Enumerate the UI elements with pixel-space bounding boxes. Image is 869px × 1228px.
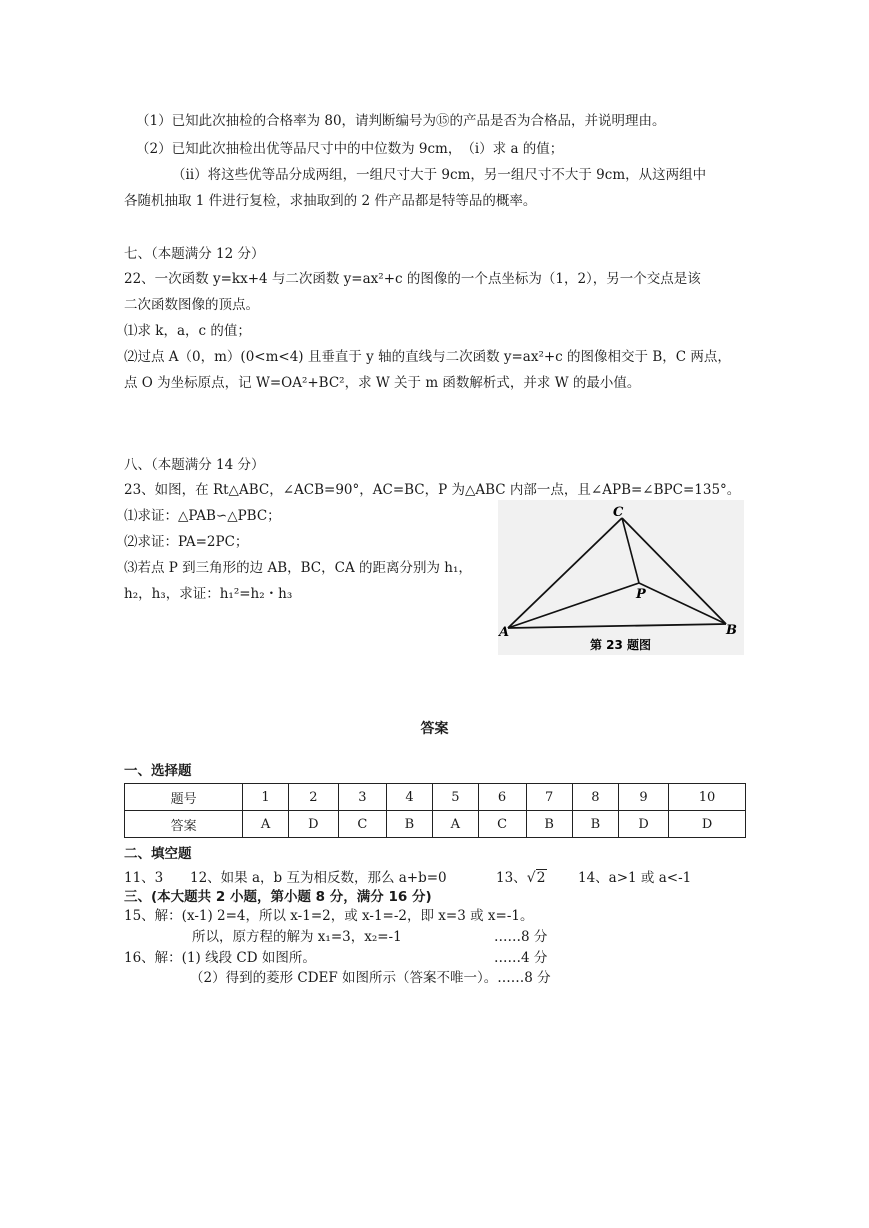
table-cell: 2 bbox=[288, 784, 338, 811]
table-cell: A bbox=[243, 811, 289, 838]
table-cell: B bbox=[572, 811, 618, 838]
side-ab bbox=[508, 624, 726, 628]
table-cell: 10 bbox=[669, 784, 746, 811]
q21-part2-ii-cont: 各随机抽取 1 件进行复检，求抽取到的 2 件产品都是特等品的概率。 bbox=[124, 193, 537, 209]
segment-pb bbox=[639, 583, 726, 624]
section7-heading: 七、（本题满分 12 分） bbox=[124, 246, 265, 262]
label-c: C bbox=[613, 505, 624, 520]
answer-table bbox=[124, 783, 746, 838]
table-cell: D bbox=[619, 811, 669, 838]
q15-line2: 所以，原方程的解为 x₁=3，x₂=-1 bbox=[192, 929, 402, 945]
label-a: A bbox=[499, 625, 510, 640]
table-header-label: 答案 bbox=[125, 811, 243, 838]
section8-heading: 八、（本题满分 14 分） bbox=[124, 457, 265, 473]
table-cell: 8 bbox=[572, 784, 618, 811]
table-cell: A bbox=[433, 811, 479, 838]
q23-line1: 23、如图，在 Rt△ABC，∠ACB=90°，AC=BC，P 为△ABC 内部一点，且∠APB=∠BPC=135°。 bbox=[124, 482, 741, 498]
table-cell: B bbox=[526, 811, 572, 838]
answers-title: 答案 bbox=[420, 721, 449, 737]
q16-line2: （2）得到的菱形 CDEF 如图所示（答案不唯一）。……8 分 bbox=[190, 970, 551, 986]
q21-part2: （2）已知此次抽检出优等品尺寸中的中位数为 9cm， （ⅰ）求 a 的值； bbox=[136, 141, 564, 157]
q15-score: ……8 分 bbox=[494, 929, 548, 945]
triangle-figure bbox=[498, 500, 744, 655]
figure-23 bbox=[498, 500, 744, 655]
fill-11: 11、3 bbox=[124, 870, 164, 886]
q22-line4: ⑵过点 A（0，m）(0<m<4) 且垂直于 y 轴的直线与二次函数 y=ax²+c 的图像相交于 B，C 两点， bbox=[124, 349, 731, 365]
q23-line2: ⑴求证：△PAB∽△PBC； bbox=[124, 508, 281, 524]
table-row-numbers bbox=[125, 784, 746, 811]
table-cell: B bbox=[386, 811, 432, 838]
label-p: P bbox=[636, 587, 646, 602]
table-cell: 7 bbox=[526, 784, 572, 811]
answers-section3: 三、(本大题共 2 小题，第小题 8 分，满分 16 分) bbox=[124, 889, 432, 905]
table-cell: 4 bbox=[386, 784, 432, 811]
side-ac bbox=[508, 518, 622, 628]
table-cell: D bbox=[669, 811, 746, 838]
fill-14: 14、a>1 或 a<-1 bbox=[578, 870, 692, 886]
q16-score1: ……4 分 bbox=[494, 950, 548, 966]
sqrt-radicand: 2 bbox=[536, 870, 546, 886]
q22-line5: 点 O 为坐标原点，记 W=OA²+BC²，求 W 关于 m 函数解析式，并求 W 的最小值。 bbox=[124, 375, 641, 391]
table-cell: D bbox=[288, 811, 338, 838]
segment-ap bbox=[508, 583, 639, 628]
q16-line1: 16、解：(1) 线段 CD 如图所。 bbox=[124, 950, 316, 966]
table-row-answers bbox=[125, 811, 746, 838]
fill-12: 12、如果 a，b 互为相反数，那么 a+b=0 bbox=[190, 870, 447, 886]
q22-line2: 二次函数图像的顶点。 bbox=[124, 297, 259, 313]
q21-part1: （1）已知此次抽检的合格率为 80，请判断编号为⑮的产品是否为合格品，并说明理由。 bbox=[136, 113, 666, 129]
label-b: B bbox=[726, 623, 737, 638]
table-header-label: 题号 bbox=[125, 784, 243, 811]
table-cell: 6 bbox=[478, 784, 526, 811]
q23-line3: ⑵求证：PA=2PC； bbox=[124, 534, 249, 550]
side-cb bbox=[622, 518, 726, 624]
q22-line1: 22、一次函数 y=kx+4 与二次函数 y=ax²+c 的图像的一个点坐标为（1，2），另一个交点是该 bbox=[124, 271, 701, 287]
answers-section1: 一、选择题 bbox=[124, 763, 192, 779]
sqrt-symbol: √2 bbox=[526, 870, 546, 886]
fill-13-prefix: 13、 bbox=[496, 870, 527, 886]
table-cell: 3 bbox=[338, 784, 386, 811]
q22-line3: ⑴求 k，a，c 的值； bbox=[124, 323, 251, 339]
table-cell: 1 bbox=[243, 784, 289, 811]
q23-line5: h₂，h₃，求证：h₁²=h₂・h₃ bbox=[124, 586, 293, 602]
answers-section2: 二、填空题 bbox=[124, 846, 192, 862]
q21-part2-ii: （ⅱ）将这些优等品分成两组，一组尺寸大于 9cm，另一组尺寸不大于 9cm，从这两组中 bbox=[172, 167, 707, 183]
table-cell: 9 bbox=[619, 784, 669, 811]
figure-caption: 第 23 题图 bbox=[590, 638, 652, 652]
q23-line4: ⑶若点 P 到三角形的边 AB，BC，CA 的距离分别为 h₁， bbox=[124, 560, 472, 576]
q15-line1: 15、解：(x-1) 2=4，所以 x-1=2，或 x-1=-2，即 x=3 或 x=-1。 bbox=[124, 908, 534, 924]
table-cell: C bbox=[478, 811, 526, 838]
fill-13 bbox=[496, 869, 547, 887]
table-cell: C bbox=[338, 811, 386, 838]
table-cell: 5 bbox=[433, 784, 479, 811]
